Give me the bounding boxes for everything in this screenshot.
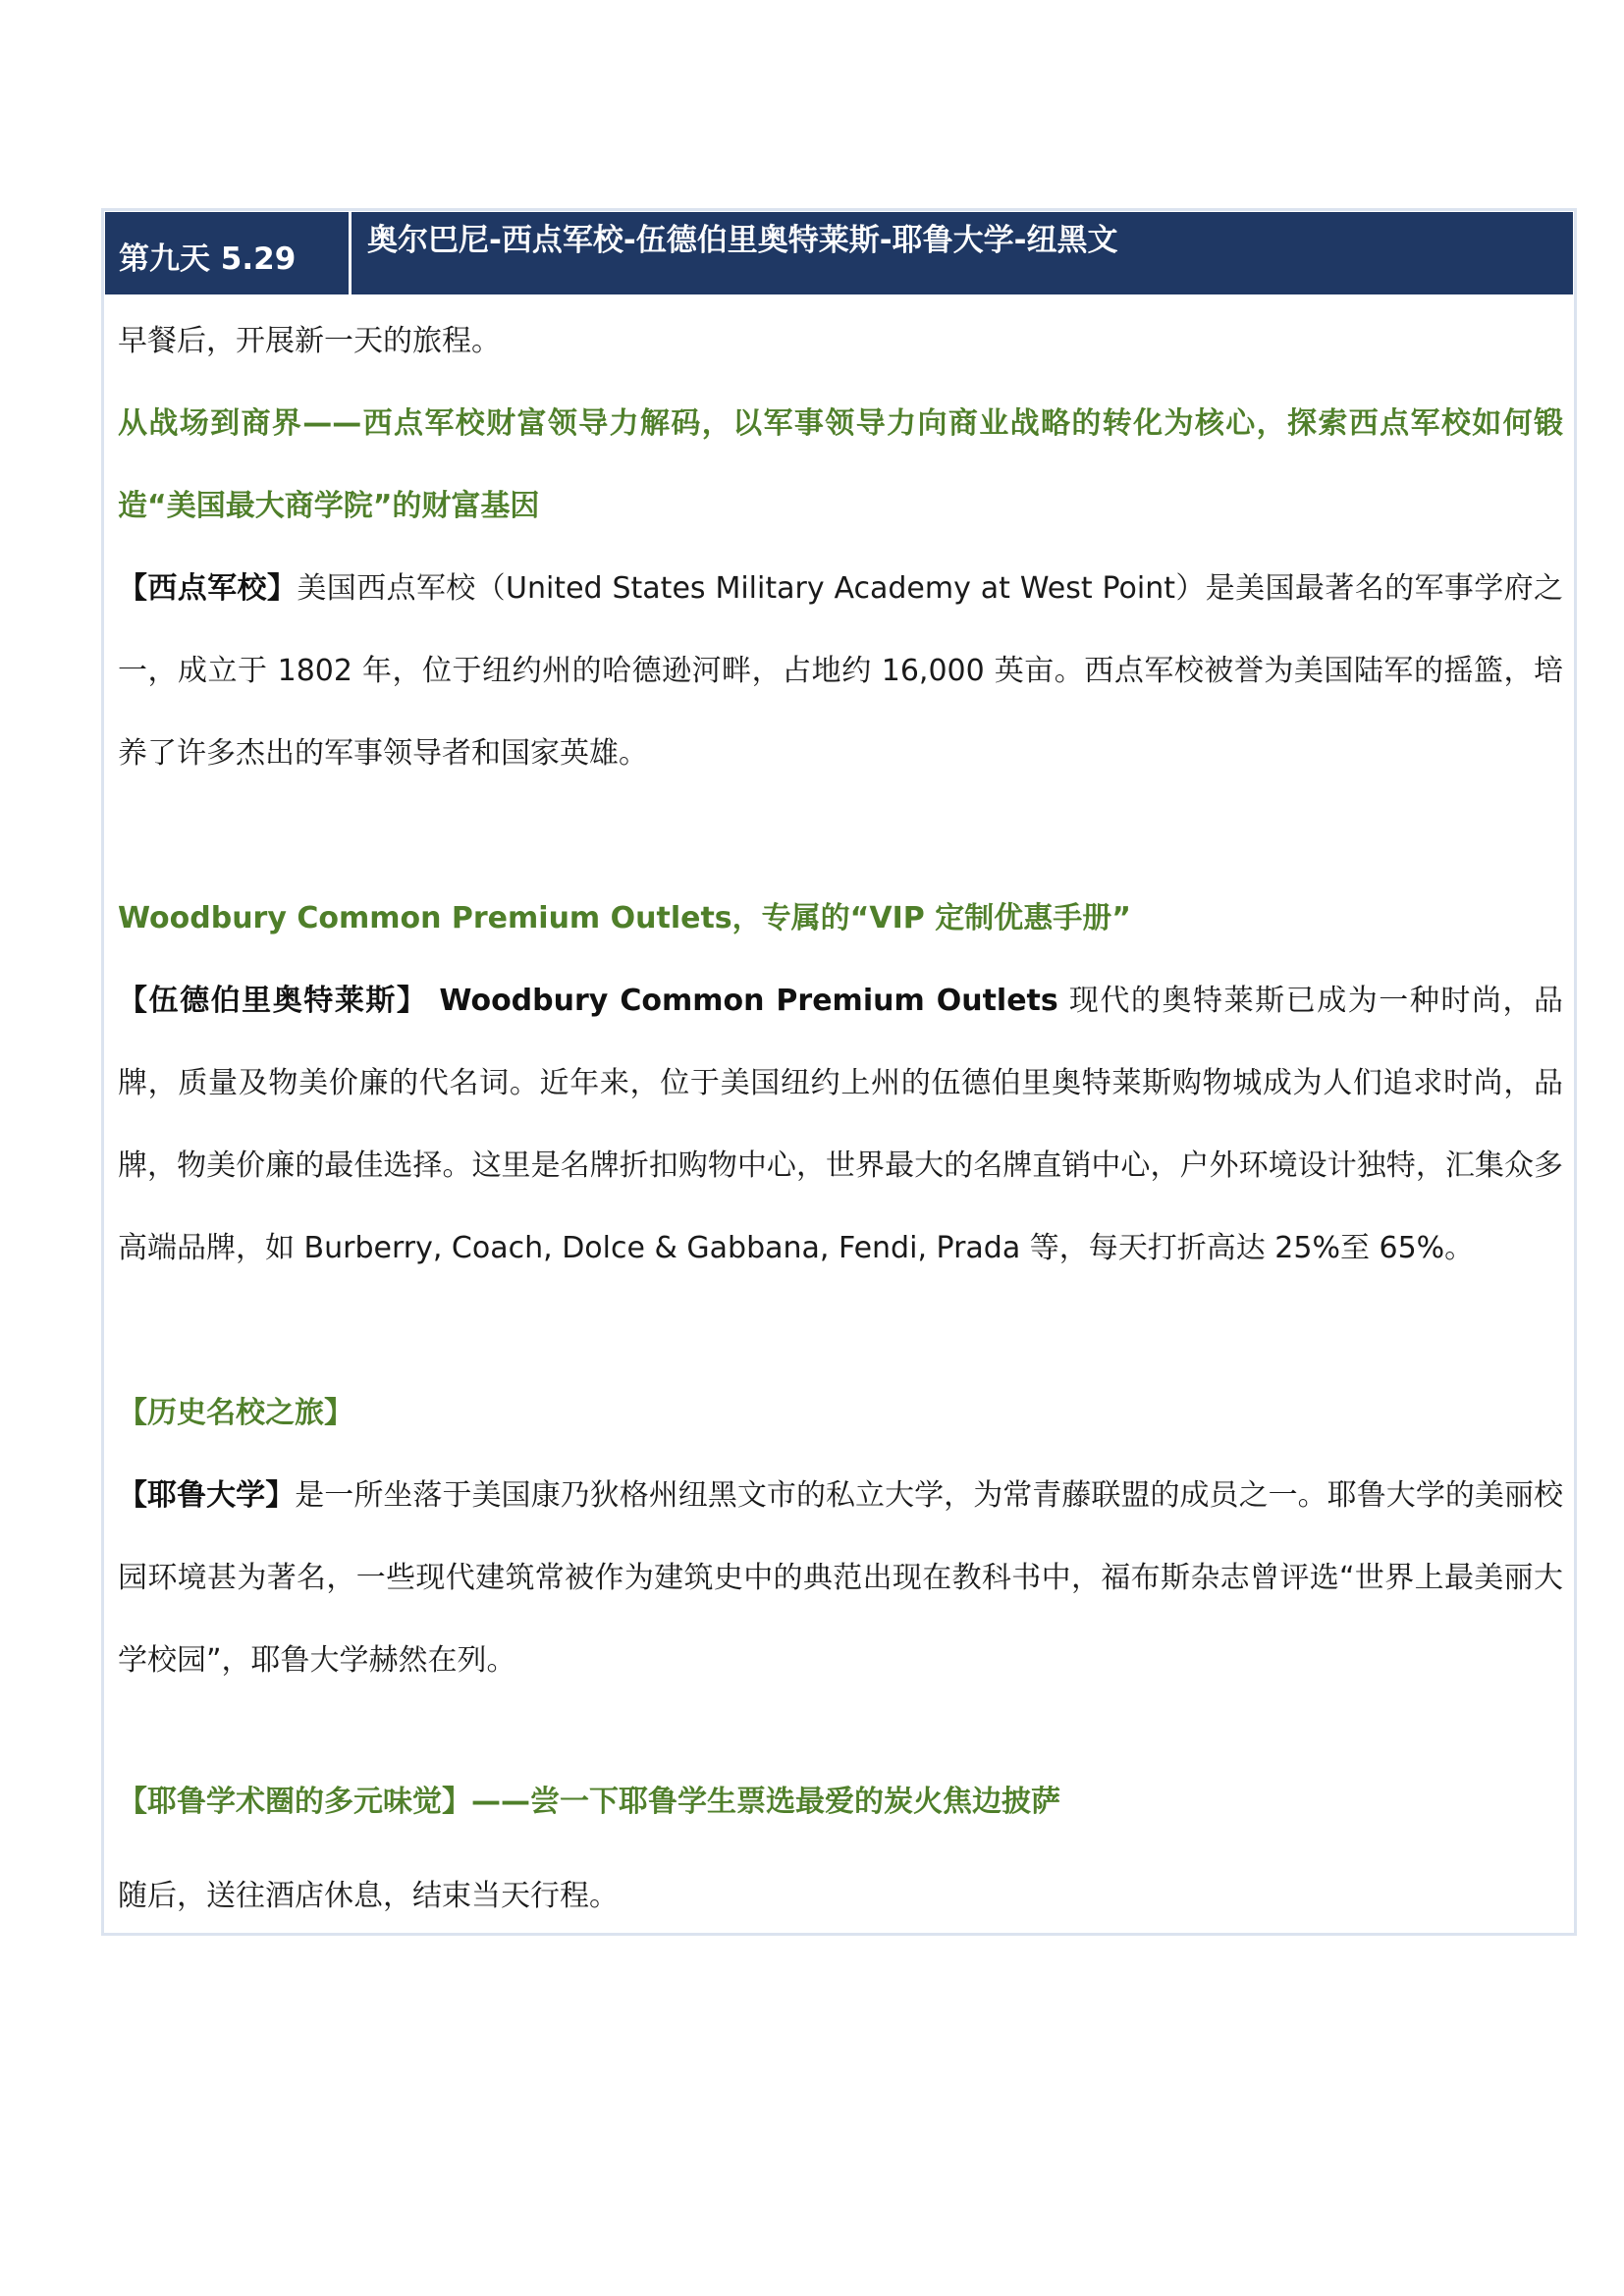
yale-paragraph (118, 1455, 1563, 1702)
outlets-label: 【伍德伯里奥特莱斯】 Woodbury Common Premium Outlets (118, 984, 1058, 1018)
outlets-headline: Woodbury Common Premium Outlets，专属的“VIP 定制优惠手册” (118, 901, 1131, 935)
yale-section-title: 【历史名校之旅】 (118, 1396, 353, 1430)
westpoint-paragraph (118, 548, 1563, 795)
yale-food-highlight: 【耶鲁学术圈的多元味觉】——尝一下耶鲁学生票选最爱的炭火焦边披萨 (118, 1785, 1060, 1819)
westpoint-text: 美国西点军校（United States Military Academy at West Point）是美国最著名的军事学府之一，成立于 1802 年，位于纽约州的哈德逊河畔，占地约 16,000 英亩。西点军校被誉为美国陆军的摇篮，培养了许多杰出的军事领导者和国家英雄。 (118, 571, 1564, 771)
westpoint-label: 【西点军校】 (118, 571, 298, 606)
westpoint-headline: 从战场到商界——西点军校财富领导力解码，以军事领导力向商业战略的转化为核心，探索西点军校如何锻造“美国最大商学院”的财富基因 (118, 406, 1563, 523)
day-route-cell: 奥尔巴尼-西点军校-伍德伯里奥特莱斯-耶鲁大学-纽黑文 (367, 223, 1118, 258)
yale-text: 是一所坐落于美国康乃狄格州纽黑文市的私立大学，为常青藤联盟的成员之一。耶鲁大学的美丽校园环境甚为著名，一些现代建筑常被作为建筑史中的典范出现在教科书中，福布斯杂志曾评选“世界上最美丽大学校园”，耶鲁大学赫然在列。 (118, 1478, 1563, 1678)
outlets-text: 现代的奥特莱斯已成为一种时尚，品牌，质量及物美价廉的代名词。近年来，位于美国纽约上州的伍德伯里奥特莱斯购物城成为人们追求时尚，品牌，物美价廉的最佳选择。这里是名牌折扣购物中心，世界最大的名牌直销中心，户外环境设计独特，汇集众多高端品牌，如 Burberry, Coach, Dolce & Gabbana, Fendi, Prada 等，每天打折高达 25%至 65%。 (118, 984, 1564, 1265)
yale-label: 【耶鲁大学】 (118, 1478, 296, 1513)
intro-text: 早餐后，开展新一天的旅程。 (118, 324, 501, 358)
closing-text: 随后，送往酒店休息，结束当天行程。 (118, 1879, 619, 1913)
day-header (105, 212, 1573, 294)
outlets-paragraph (118, 960, 1563, 1290)
day-date-cell: 第九天 5.29 (105, 212, 352, 294)
